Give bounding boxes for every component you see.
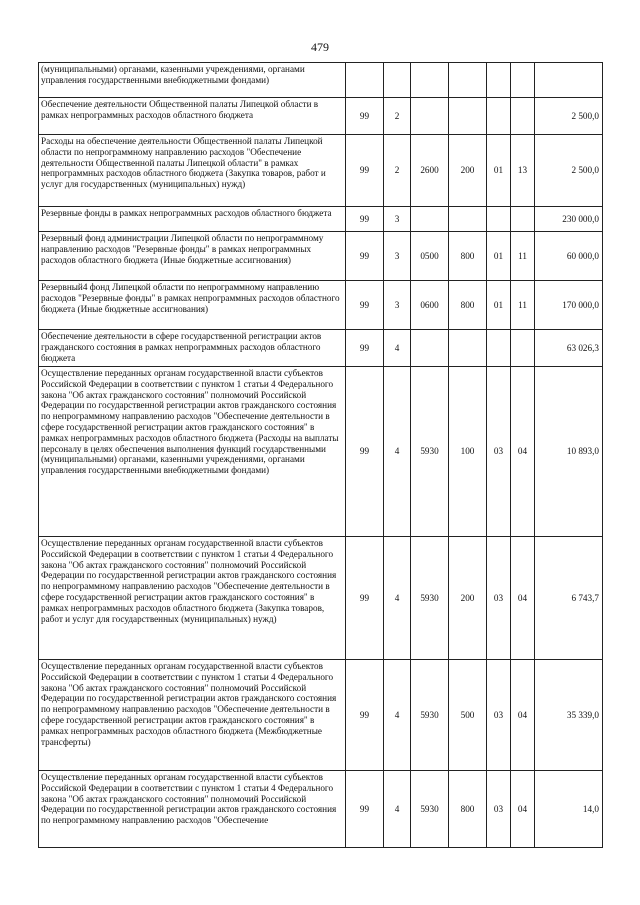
row-code-2: 4 xyxy=(384,537,411,660)
row-code-3: 5930 xyxy=(411,367,449,537)
row-code-4: 200 xyxy=(449,135,487,207)
row-code-2: 3 xyxy=(384,207,411,232)
row-code-3: 0600 xyxy=(411,281,449,330)
row-code-5 xyxy=(487,330,511,367)
row-code-1: 99 xyxy=(346,537,384,660)
row-code-5: 01 xyxy=(487,135,511,207)
row-description: Обеспечение деятельности в сфере государственной регистрации актов гражданского состояния в рамках непрограммных расходов областного бюджета xyxy=(39,330,346,367)
row-code-1: 99 xyxy=(346,135,384,207)
budget-table xyxy=(38,62,603,848)
row-amount: 170 000,0 xyxy=(535,281,603,330)
row-code-4 xyxy=(449,330,487,367)
row-code-3: 5930 xyxy=(411,660,449,771)
row-amount: 230 000,0 xyxy=(535,207,603,232)
row-code-4 xyxy=(449,207,487,232)
row-code-1: 99 xyxy=(346,660,384,771)
row-code-4 xyxy=(449,63,487,98)
row-code-6 xyxy=(511,98,535,135)
row-amount: 63 026,3 xyxy=(535,330,603,367)
row-code-4: 800 xyxy=(449,771,487,848)
row-code-4 xyxy=(449,98,487,135)
row-amount: 60 000,0 xyxy=(535,232,603,281)
row-amount xyxy=(535,63,603,98)
row-description: Обеспечение деятельности Общественной палаты Липецкой области в рамках непрограммных расходов областного бюджета xyxy=(39,98,346,135)
row-code-5 xyxy=(487,63,511,98)
row-code-4: 800 xyxy=(449,281,487,330)
row-description: Осуществление переданных органам государственной власти субъектов Российской Федерации в соответствии с пунктом 1 статьи 4 Федерального закона "Об актах гражданского состояния" полномочий Российской Федерации по государственной регистрации актов гражданского состояния по непрограммному направлению расходов "Обеспечение деятельности в сфере государственной регистрации актов гражданского состояния" в рамках непрограммных расходов областного бюджета (Закупка товаров, работ и услуг для государственных (муниципальных) нужд) xyxy=(39,537,346,660)
row-code-1: 99 xyxy=(346,330,384,367)
row-code-2: 4 xyxy=(384,660,411,771)
row-code-3: 2600 xyxy=(411,135,449,207)
table-row xyxy=(39,660,603,771)
row-code-4: 200 xyxy=(449,537,487,660)
row-amount: 35 339,0 xyxy=(535,660,603,771)
row-amount: 6 743,7 xyxy=(535,537,603,660)
row-code-1: 99 xyxy=(346,232,384,281)
row-description: (муниципальными) органами, казенными учреждениями, органами управления государственными внебюджетными фондами) xyxy=(39,63,346,98)
row-code-5 xyxy=(487,98,511,135)
row-code-5: 03 xyxy=(487,367,511,537)
row-description: Осуществление переданных органам государственной власти субъектов Российской Федерации в соответствии с пунктом 1 статьи 4 Федерального закона "Об актах гражданского состояния" полномочий Российской Федерации по государственной регистрации актов гражданского состояния по непрограммному направлению расходов "Обеспечение xyxy=(39,771,346,848)
row-code-6 xyxy=(511,63,535,98)
row-code-6: 11 xyxy=(511,281,535,330)
row-amount: 10 893,0 xyxy=(535,367,603,537)
row-amount: 14,0 xyxy=(535,771,603,848)
table-body xyxy=(39,63,603,848)
table-row xyxy=(39,98,603,135)
row-code-6: 04 xyxy=(511,537,535,660)
row-description: Резервный фонд администрации Липецкой области по непрограммному направлению расходов "Резервные фонды" в рамках непрограммных расходов областного бюджета (Иные бюджетные ассигнования) xyxy=(39,232,346,281)
row-code-4: 100 xyxy=(449,367,487,537)
row-code-2: 3 xyxy=(384,232,411,281)
row-code-5: 03 xyxy=(487,771,511,848)
row-code-2: 4 xyxy=(384,330,411,367)
row-code-5: 01 xyxy=(487,281,511,330)
row-code-3 xyxy=(411,330,449,367)
row-description: Осуществление переданных органам государственной власти субъектов Российской Федерации в соответствии с пунктом 1 статьи 4 Федерального закона "Об актах гражданского состояния" полномочий Российской Федерации по государственной регистрации актов гражданского состояния по непрограммному направлению расходов "Обеспечение деятельности в сфере государственной регистрации актов гражданского состояния" в рамках непрограммных расходов областного бюджета (Расходы на выплаты персоналу в целях обеспечения выполнения функций государственными (муниципальными) органами, казенными учреждениями, органами управления государственными внебюджетными фондами) xyxy=(39,367,346,537)
table-row xyxy=(39,63,603,98)
row-code-4: 500 xyxy=(449,660,487,771)
row-amount: 2 500,0 xyxy=(535,98,603,135)
row-code-5: 03 xyxy=(487,660,511,771)
table-row xyxy=(39,771,603,848)
row-code-1: 99 xyxy=(346,281,384,330)
row-code-3 xyxy=(411,63,449,98)
row-code-3 xyxy=(411,207,449,232)
row-code-2: 4 xyxy=(384,771,411,848)
table-row xyxy=(39,232,603,281)
row-code-2: 2 xyxy=(384,135,411,207)
row-code-3 xyxy=(411,98,449,135)
table-row xyxy=(39,281,603,330)
row-code-6 xyxy=(511,330,535,367)
table-row xyxy=(39,367,603,537)
row-code-2: 2 xyxy=(384,98,411,135)
table-row xyxy=(39,135,603,207)
row-code-5 xyxy=(487,207,511,232)
row-code-1: 99 xyxy=(346,98,384,135)
row-code-5: 03 xyxy=(487,537,511,660)
row-amount: 2 500,0 xyxy=(535,135,603,207)
row-code-1: 99 xyxy=(346,771,384,848)
row-code-3: 5930 xyxy=(411,537,449,660)
row-code-6: 04 xyxy=(511,660,535,771)
row-code-2: 4 xyxy=(384,367,411,537)
row-code-6: 04 xyxy=(511,367,535,537)
row-code-3: 0500 xyxy=(411,232,449,281)
row-code-2 xyxy=(384,63,411,98)
table-row xyxy=(39,207,603,232)
row-code-2: 3 xyxy=(384,281,411,330)
row-code-4: 800 xyxy=(449,232,487,281)
row-code-5: 01 xyxy=(487,232,511,281)
row-description: Резервные фонды в рамках непрограммных расходов областного бюджета xyxy=(39,207,346,232)
row-description: Осуществление переданных органам государственной власти субъектов Российской Федерации в соответствии с пунктом 1 статьи 4 Федерального закона "Об актах гражданского состояния" полномочий Российской Федерации по государственной регистрации актов гражданского состояния по непрограммному направлению расходов "Обеспечение деятельности в сфере государственной регистрации актов гражданского состояния" в рамках непрограммных расходов областного бюджета (Межбюджетные трансферты) xyxy=(39,660,346,771)
row-code-1: 99 xyxy=(346,207,384,232)
row-description: Резервный4 фонд Липецкой области по непрограммному направлению расходов "Резервные фонды" в рамках непрограммных расходов областного бюджета (Иные бюджетные ассигнования) xyxy=(39,281,346,330)
row-code-6: 04 xyxy=(511,771,535,848)
row-description: Расходы на обеспечение деятельности Общественной палаты Липецкой области по непрограммному направлению расходов "Обеспечение деятельности Общественной палаты Липецкой области" в рамках непрограммных расходов областного бюджета (Закупка товаров, работ и услуг для государственных (муниципальных) нужд) xyxy=(39,135,346,207)
page-number: 479 xyxy=(311,40,329,54)
table-row xyxy=(39,537,603,660)
row-code-6 xyxy=(511,207,535,232)
row-code-1 xyxy=(346,63,384,98)
row-code-3: 5930 xyxy=(411,771,449,848)
row-code-6: 11 xyxy=(511,232,535,281)
row-code-6: 13 xyxy=(511,135,535,207)
row-code-1: 99 xyxy=(346,367,384,537)
table-row xyxy=(39,330,603,367)
